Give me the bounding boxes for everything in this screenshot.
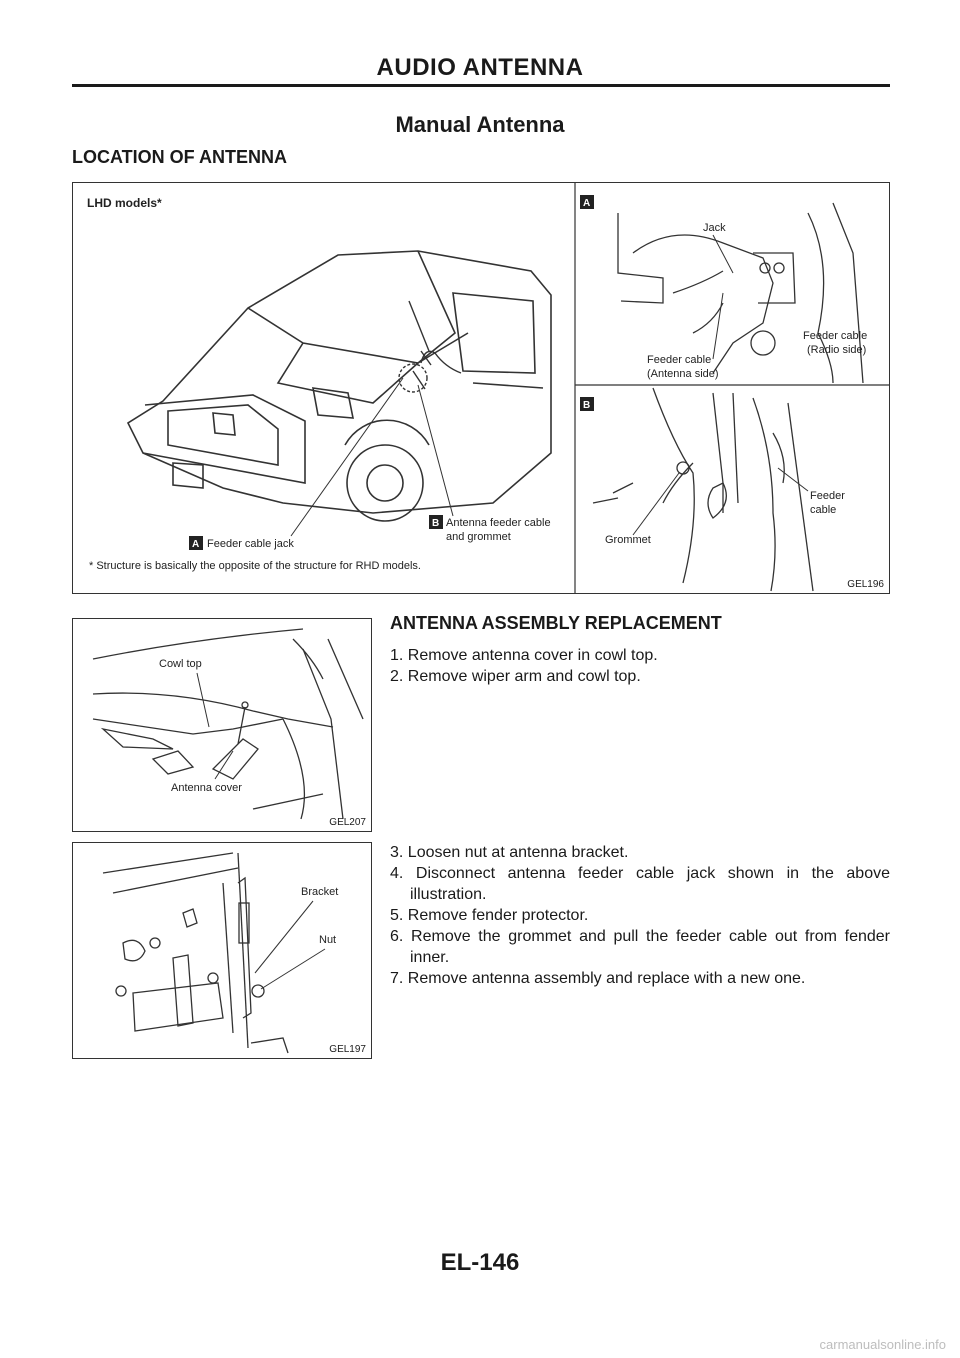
detail-a-feeder-radio-1: Feeder cable xyxy=(803,330,868,342)
cowl-top-label: Cowl top xyxy=(159,658,202,670)
step-item: 2. Remove wiper arm and cowl top. xyxy=(390,668,641,685)
bracket-nut-figure xyxy=(72,842,372,1059)
figure-code-gel197: GEL197 xyxy=(329,1044,366,1055)
detail-a-tag: A xyxy=(583,198,591,209)
antenna-mount-illustration xyxy=(399,301,461,392)
steps-list-2 xyxy=(390,842,890,989)
steps-list-1 xyxy=(390,645,890,687)
detail-b-feeder-1: Feeder xyxy=(810,490,845,502)
figure-code-gel207: GEL207 xyxy=(329,817,366,828)
antenna-location-illustration xyxy=(73,183,889,593)
replacement-heading: ANTENNA ASSEMBLY REPLACEMENT xyxy=(390,613,722,633)
page-number: EL-146 xyxy=(440,1249,520,1276)
detail-a-jack-label: Jack xyxy=(703,222,726,234)
step-item: 7. Remove antenna assembly and replace with a new one. xyxy=(390,970,806,987)
step-item: 1. Remove antenna cover in cowl top. xyxy=(390,647,658,664)
step-item: 5. Remove fender protector. xyxy=(390,907,589,924)
detail-a-feeder-radio-2: (Radio side) xyxy=(807,344,867,356)
step-item: 6. Remove the grommet and pull the feeder cable out from fender inner. xyxy=(390,928,890,966)
detail-b-illustration xyxy=(593,388,813,591)
section-header: AUDIO ANTENNA xyxy=(376,54,584,81)
figure-code-gel196: GEL196 xyxy=(847,579,884,590)
bracket-label: Bracket xyxy=(301,886,339,898)
tag-a-label: A xyxy=(192,539,200,550)
model-label: LHD models* xyxy=(87,196,162,210)
detail-b-grommet: Grommet xyxy=(605,534,651,546)
detail-b-tag: B xyxy=(583,400,591,411)
bracket-nut-illustration xyxy=(73,843,371,1058)
step-item: 4. Disconnect antenna feeder cable jack shown in the above illustration. xyxy=(390,865,890,903)
callout-feeder-jack: Feeder cable jack xyxy=(207,538,294,550)
truck-illustration xyxy=(128,251,551,521)
callout-b-line xyxy=(418,385,453,516)
cowl-top-figure xyxy=(72,618,372,832)
detail-a-feeder-ant-1: Feeder cable xyxy=(647,354,712,366)
page-title: Manual Antenna xyxy=(395,112,565,137)
step-item: 3. Loosen nut at antenna bracket. xyxy=(390,844,629,861)
tag-b-label: B xyxy=(432,518,440,529)
callout-antenna-feeder-2: and grommet xyxy=(446,531,511,543)
nut-label: Nut xyxy=(319,934,337,946)
antenna-cover-label: Antenna cover xyxy=(171,782,242,794)
cowl-top-illustration xyxy=(73,619,371,831)
location-heading: LOCATION OF ANTENNA xyxy=(72,147,287,167)
detail-b-feeder-2: cable xyxy=(810,504,837,516)
antenna-location-figure xyxy=(72,182,890,594)
detail-a-feeder-ant-2: (Antenna side) xyxy=(647,368,719,380)
header-rule xyxy=(72,84,890,87)
watermark: carmanualsonline.info xyxy=(819,1337,946,1352)
callout-antenna-feeder-1: Antenna feeder cable xyxy=(446,517,551,529)
structure-note: * Structure is basically the opposite of the structure for RHD models. xyxy=(89,560,421,572)
